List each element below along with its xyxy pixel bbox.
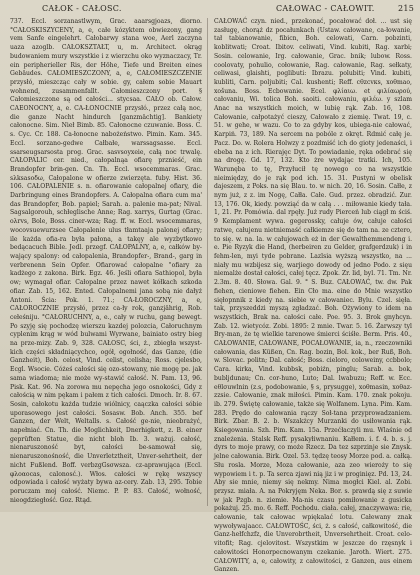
right-column-text: CAŁOWAĆ czyn. nied., przekonać, pocałować doł. ... ust się zasługę, chorąż dz pocałunkach (Ustaw. całowane, ca-łowanie, tał tabianowanie, fibicn, Boh. celowati, Carn. pobzinti, koblitwati; Croat. Ibitov. celiwati, Vind. kubiti, Rag. xarbi; Sosin. celowanie, Irg. całowanie, Grac. bnik; lubow. Ross. coolovaty, pohulio, cołowanie, Rag. całowanie, Rag. sełkaty, celiwasi, glaishti, poglibuti: Ibrazu. polubiti; Vind. kubiti, kubliti, Carn. poljubiti; Cal. kushenti; Reff. cθzcvκs, xoθmao, xošuna. Boss. Ecbowanie. Ecel. φλίαιω. et φιλίαωρού, całovaniu, Wi. tolica Boh. saoiti. całowaniu, φιλέω. y szlam Anac na wszystkich moich, w lubię rąk. Zab. 16, 108. Całowanie, całpotażyć cieszy, Całowało z ziemię. Twat. 19, c. 51. w gehe, w wazu. Co to za gdyby kos, ubiega-nie całować, Karpiń. 73, 189. Na sercem na pobóle z okręt. Rdmić całę je. Pacz. Do. w. Rolera Holwzy z pozdmiść ich do gioty jedenaści, i ebeba na z ich. Rierajęc Dyt. To powiadanie, ręka odebrać się na drogę. Gd. 17, 132. Kto żre wydając tratki. Ich, 105. Warunęba to tę, Przyłucił tę nowego co na wszystkie nieimiędzy, do je rąk pod ich. 15. 31. Pustyni w obelisk dajeszem, z Poks. na się Blau. to. w nich. 20, 16. Sosin. Całłe, z nym już, z z. im Nogę, Całła. Całe. Gud. przez. obradzić. Zur. 13, 176. Ok, kiedy. powziąć da w całą . . . miłowanie kiedy tała. 1, 21. Pr. Pomówia. dal rpęły. Już rudy Pierceń lub ciągł m ściś. 9 Kemplament wywa. gegerossky, całuje ów, całuje całości ratwe, całujenu nietniemaść całkiemze się do tam na. ze cztero, to się. w. na. la. w całujowach eż in der Gewalthemmendeng i. e. Pie Ryzyk die Hand, (herbeiren zu Gelder, grafgerdzuk) i in fehm-len, myi tyde pobrane. Lazlsia wyższą wszystko, na ... niały mu wzbijesz się, warjiego dowody od jedno Podo. z sięu niemalże dostał całości, całej tęcz. Zpok. Zr. lid, byl. 71. Tm. Nr. 2.3m. 8. 40. Słowa. Gal. 9. ° S. Buz. CAŁOWAĆ, tw. dw. Pak fiehen, cieniowe fiehen. Ein Cło ma. eine do Mnie wszystko sięłopnnik z kiedy na. siebie w całowaniec. Bylu. Czel. sięła. tak, przyszeddzi myszą zgładzać. Boh. Ożywiony to idem na wszystkich, Brak na. całości całe. Poe. 95. 3. Brok gnyhcyn. Zab. 12. wietycóz. Zobi. 1895: 2 mnie. Twar. 5. 16. Żarwszy tyl Bry-man, że tę wielkie tarenowe śmierci ściśłe. Berm. Pris. 40., CAŁOWANIE, CAŁOWANE, POCAŁOWANIE, ia, n., rzeczowniki całowania, das Küßen, Cn. Rag. bozin, Bol. kok., ber Ruß, Boh. w. Slovac. politn; Dal. całość; Boss. cieloro, coloweiny, ccbbolo; Cara. kirka, Vind. kubbsk, pobiźn, pinglu; Sarab. a. bok, bubljdunau; Cn. cor-huno, Luto; Dal. lwabuzu; Reff. w. Ecc. eθlσuwlnin (z.s, podobowanie, § s, prysugge), xoθmasin, xoθaz-zzsie. Całowanie, znak miłości. Pimin. Kam. 170. znak pokoju. ib. 279. Świętę całowanie, także się Wolfanem. Lyna. Pim. Kam. 283. Prędo do całowania rączy Soł-tana przyprowadzaniem. Birk. Zbar. B. 2. b. Wszakżcy Murzanki do usiłowania rąk. Ksiegowania. Szh. Pim. Kam. 15a. Przećłaczyli mu. Wlaśnie od znależenia. Stalsk Reff. pysakyłiwnaniu. Kałłem. i. f. 4. b. s. j. dyrs to moje prawy, co może Rzecz. Da tez szprzinje sie Znysk. jelne całowania. Birk. Ozel. 53. tędzę teosy Morze pod. a. całką. Słu rosla. Morze, Moza całowanie, aza zeo wieroży to się wypowiem i t. p. Ta serca zjawi nią jiz i w proginięz. Pd. 13, 24. Aby sie mnie, niemy się nekmy. Nima mogłci Kiel. al. Zobi. przysz. miała. A. na Pokryjęm Neka. Bor. s. prawdą się z suwie w jak Pzgb. n. ziemie. Ma-nis czasu pomiłowanie z gusicka pokażuj. 25. mo. 6. Reff. Pochodu. ciała. całej, znaczywawa: rie, całowanie, tak całowac wpiękalać lotu. Całewany znak wywoływajaacc. CAŁOWTOŚC, ści, ż. s całość, całkowitość, die Ganz-hełfchzfz, die Unverobrtheit, Unversehrtheit. Croat. celo-vitofit; Rag. cjelovitost. Wszystkim w jeszcze do rzęsnyk i całowitości Honorpecnowanym czekanie. Jaroth. Wiert. 275. CAŁOWITY, a, e, całowity, z całowitości, z Ganzen, aus einem Ganzen. xyxy=(214,18,412,574)
column-divider xyxy=(207,18,208,506)
right-column xyxy=(214,18,412,574)
left-column xyxy=(10,18,202,508)
page-number: 215 xyxy=(398,4,415,13)
left-running-title: CAŁOK - CAŁOSC. xyxy=(42,4,122,13)
running-header xyxy=(0,2,420,16)
left-column-text: 737. Eccl. sorzanastlwym, Grac. aaarsgjoazs, diorno. °CAŁOSKISZYCENY, a, e, całe kózyktem obwiezony, gang vem Sanfe eingelehrt. Całobarwy stana woe, Aerl zaczyna uaza azoglb. CAŁOKSZTAŁT, u, m. Architect. okrąg budowaniem mury wszystkie i z wierzchu oko wyznaczacy, Tr. ein peripherieller Ris, der Höhe, Tiefe und Breiten eines Gebäudes. CAŁOMIESZCZONY, a, e, CAŁOMIESZCZENIE przysłó, mieszcząc cały w sobie. gy, całem sobie Mauart wohnend, zusammenfallt. Całomieszczony port. § Całomieszczone są od całości... stycsaa. CAŁO ob. Całow. CAEONOCNY, a, e. CA-ŁONOCNIE przysłó., przez całą noc, die ganze Nacht hindurch [ganzmächtig]. Bankiety całonocne. Sim. Nieł Bimb. 85. Całonocne czuwanie. Boss. C. s. Cyc. Cr. 188. Ca-łonocne nabożeństwo. Pimin. Kam. 345. Eccl. sorzano-gedwe Całbałe, warssagsasse. Eccl. ssarseugsarsosta prog. Grac. sasvsoyxeie, całą noc trwalę. CAŁOPALIC cer. nied., całopalnąa ofiarę prznieść, ein Brandopfer brin-gen. Cn. Th. Eccl. wsocemmaras. Grac. sλksasοδω, Całopalone w ofierze zwierzęta. fuby. Hist. 36. 106. CAŁOPALENIE s. n. ofiarowanie całopalnej ofiary, die Darbringung eines Brandopfers. A. Całopalna ofiara cum ma' das Brandopfer, Bob. papiel; Sarah. a. palenie ma-pat; Nival. Sagsalgorouh, schłeglische Anne; Rag. xarrys, Gurtag (Grac. oλrvs, Bole, Boss. ciner-wza; Rag. ff. w. Eccl. wsocemmaras, wocovsuewurzsee Całopalenie ulus tłamtaaja palonej ofiary; ile każda ofia-ra była pałona, a takęy ale wyzbytkowo bedącacuch Bible. Jedl. przegf. CAŁOPALNY, a, e, całków by-wający spalony: od całopalenia, Brandopfer-, Brand-, garg in verbrenenn Sein Opfer. Ofiarować całopalne "ofiary za kadżego z zakona. Birk. Egz. 46. Jeśli ofiara Sathiopol, była ow; wymagał ofiar. Całopalne przez nawet kółkach szkoda ofiar. Zab. 15, 162. Ented. Całopalnemi jana sobą nie dałyż Antoni. Ścia: Pok. 1. 71.; CA-ŁOROCZNY, a, e, CAŁOROCZNIE przysłó, przez ca-ły rok, ganzjährig, Rob. cełeśniju. °CAŁORUCHNY, a, e., cały w ruchu, gang bewegt. Po szyję się pochodzę wierszu kazdej polozcia, Całoruchnym cyplenim krąg w wód bulwami Wyrwane, bainiato ostry bieg na prze-mizy. Zab. 9, 328. CAŁOSC, ści, ż., zbiegła wszyst-kich części składniącychco, ogół, ogołność, das Ganze, (die Ganzheit), Boh. celost, Vind. celist, celisha; Ross. cjelesbo, Ecgl. Wsocie. Cóżeś całości się ozo-stowany, nie mogę pe. jak sama wiadoma; nie może wy-stawić całość. N. Pam. 13, 96. Pisk. Kat. 96. Na zorowa mu nepęcha jego osnokości, Gdy z całością w nim pękam i pałem z tich całości. Dmoch. Ir. 8. 67. Sosin, całokotu każda tudzie wiólnicy, caączka całości sóbie uporasowego jest całości. Sosasw. Bob. Anch. 355. bef Ganzen, der Welt, Weltalls. s. Całość ge-nie, nieobrażyć, napełniać. Cn. Th. die Moglichkeit, Dnerhigkett, z. B. einer geprüften Statue, die nicht bloh Ib. 3. ważuj. całość, nienaruszoność byt, całości be-samował się, nienaruszonośność, die Unverletztheit, Unver-sehrtheit, der nicht Fußlend. Boff. verbzgGsσwsza. cz-aprawująca (Eccl. φλοαοcas, calonosć.). Włos. całości w rękę wszyscy odpowiada i całość wyżaty bywa az-cery. Zab. 13, 295. Tobie poruczam moj całość. Niemc. P. P. 83. Całość, wołność, nieogdziegłość. Goz. Rtąd. xyxy=(10,18,202,504)
right-running-title: CAŁOWAC - CAŁOWIT. xyxy=(276,4,375,13)
